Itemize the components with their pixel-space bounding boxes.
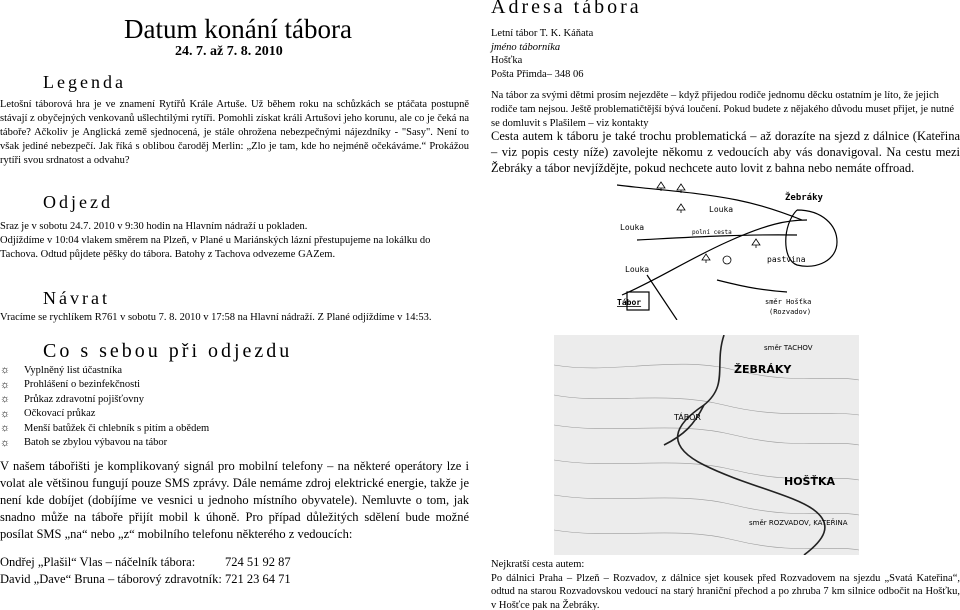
- map-label: polní cesta: [692, 229, 732, 236]
- list-item: ☼ Batoh se zbylou výbavou na tábor: [0, 436, 168, 449]
- sketch-map: [617, 180, 842, 320]
- list-item: ☼ Vyplněný list účastníka: [0, 364, 122, 377]
- odjezd-section: [0, 220, 469, 262]
- map-label: Tábor: [617, 298, 642, 307]
- tree-icon: [723, 256, 731, 264]
- map-label: (Rozvadov): [769, 308, 812, 316]
- sun-bullet-icon: ☼: [0, 407, 11, 420]
- contacts: [0, 554, 291, 588]
- sun-bullet-icon: ☼: [0, 364, 11, 377]
- tree-icon: [702, 254, 710, 263]
- signal-text: V našem tábořišti je komplikovaný signál pro mobilní telefony – na některé operátory lze i volat ale většinou fungují pouze SMS zprávy. Dále nemáme zdroj elektrické energie, takže je není kde dobíjet (dobíjíme ve vesnici u jednoho místního obyvatele). Nemluvte o tom, jak snadno může na táboře přijít mobil k úhoně. Pro případ důležitých sdělení bude možné posílat SMS „na“ nebo „z“ mobilního telefonu některého z vedoucích:: [0, 459, 469, 541]
- topo-map: [554, 335, 859, 555]
- map-label: směr TACHOV: [764, 344, 813, 352]
- sebou-heading: Co s sebou při odjezdu: [43, 340, 293, 362]
- adresa-heading: Adresa tábora: [491, 0, 642, 18]
- visit-note: Na tábor za svými dětmi prosím nejezděte – když přijedou rodiče jednomu děcku ostatním je líto, že jejich rodiče tam nejsou. Ještě problematičtější bývá loučení. Pokud budete z nějakého důvodu muset přijet, je nutné se domluvit s Plašilem – viz kontakty: [491, 90, 955, 129]
- road-note: Cesta autem k táboru je také trochu problematická – až dorazíte na sjezd z dálnice (Kateřina – viz popis cesty níže) zavolejte někomu z vedoucích aby vás donavigoval. Na cestu mezi Žebráky a tábor nevjíždějte, pokud nechcete auto lovit z bahna nebo nemáte offroad.: [491, 129, 960, 175]
- sebou-list: [0, 363, 209, 450]
- map-label: směr ROZVADOV, KATEŘINA: [749, 519, 848, 527]
- map-label: Žebráky: [785, 193, 823, 203]
- odjezd-line-1: Sraz je v sobotu 24.7. 2010 v 9:30 hodin na Hlavním nádraží u pokladen.: [0, 221, 308, 232]
- navrat-text: Vracíme se rychlíkem R761 v sobotu 7. 8. 2010 v 17:58 na Hlavní nádraží. Z Plané odjíždíme v 14:53.: [0, 312, 432, 323]
- contact-row: [0, 571, 291, 588]
- address-line: Letní tábor T. K. Káňata: [491, 28, 594, 39]
- route-text: Po dálnici Praha – Plzeň – Rozvadov, z dálnice sjet kousek před Rozvadovem na sjezdu „Svatá Kateřina“, odtud na starou Rozvadovskou vedoucí na starý hraniční přechod a po zhruba 7 km silnice odbočit na Hošťku, v Hošťce pak na Žebráky.: [491, 572, 960, 610]
- map-label: Louka: [709, 205, 734, 214]
- contact-phone: 724 51 92 87: [225, 555, 291, 569]
- contact-name: David „Dave“ Bruna – táborový zdravotník:: [0, 572, 222, 586]
- date-title: Datum konání tábora: [124, 14, 352, 44]
- address-block: [491, 27, 593, 81]
- legenda-text: Letošní táborová hra je ve znamení Rytířů Krále Artuše. Už během roku na schůzkách se ptáčata postupně stávají z obyčejných venkovanů ušlechtilými rytíři. Pomohli získat králi Artušovi jeho korunu, ale co je čeká na táboře? Ačkoliv je Anglická země sjednocená, je stále ohrožena nebezpečnými nájezdníky - "Sasy". Není to však jediné nebezpečí. Jak říká s oblibou čaroděj Merlin: „Zlo je tam, kde ho nejméně očekáváme.“ Prokážou rytíři svou srdnatost a odvahu?: [0, 99, 469, 166]
- list-item: ☼ Očkovací průkaz: [0, 407, 96, 420]
- odjezd-heading: Odjezd: [43, 192, 113, 212]
- sun-bullet-icon: ☼: [0, 393, 11, 406]
- map-label: Louka: [620, 223, 645, 232]
- date-range: 24. 7. až 7. 8. 2010: [175, 44, 283, 59]
- address-line: jméno táborníka: [491, 41, 561, 53]
- map-label: TÁBOR: [674, 413, 701, 422]
- map-road: [717, 280, 787, 292]
- map-label: Louka: [625, 265, 650, 274]
- legenda-heading: Legenda: [43, 72, 126, 92]
- map-label: HOŠŤKA: [784, 475, 836, 488]
- map-label: ŽEBRÁKY: [734, 363, 792, 376]
- list-item: ☼ Průkaz zdravotní pojišťovny: [0, 393, 144, 406]
- map-label: směr Hošťka: [765, 298, 812, 306]
- route-caption: Nejkratší cesta autem:: [491, 559, 585, 570]
- contact-row: [0, 554, 291, 571]
- address-line: Hošťka: [491, 55, 523, 66]
- address-line: Pošta Přimda– 348 06: [491, 68, 584, 80]
- map-road: [617, 185, 802, 220]
- sun-bullet-icon: ☼: [0, 422, 11, 435]
- map-road: [647, 275, 677, 320]
- sun-bullet-icon: ☼: [0, 436, 11, 449]
- list-item: ☼ Prohlášení o bezinfekčnosti: [0, 378, 141, 391]
- contact-phone: 721 23 64 71: [225, 572, 291, 586]
- map-label: pastvina: [767, 255, 806, 264]
- list-item: ☼ Menší batůžek či chlebník s pitím a obědem: [0, 422, 210, 435]
- tree-icon: [677, 204, 685, 213]
- sun-bullet-icon: ☼: [0, 378, 11, 391]
- route-section: [491, 558, 960, 610]
- odjezd-line-2: Odjíždíme v 10:04 vlakem směrem na Plzeň, v Plané u Mariánských lázní přestupujeme na lokálku do Tachova. Odtud půjdete pěšky do tábora. Batohy z Tachova odvezeme GAZem.: [0, 235, 431, 260]
- tree-icon: [752, 239, 760, 248]
- navrat-heading: Návrat: [43, 288, 110, 308]
- contact-name: Ondřej „Plašil“ Vlas – náčelník tábora:: [0, 555, 196, 569]
